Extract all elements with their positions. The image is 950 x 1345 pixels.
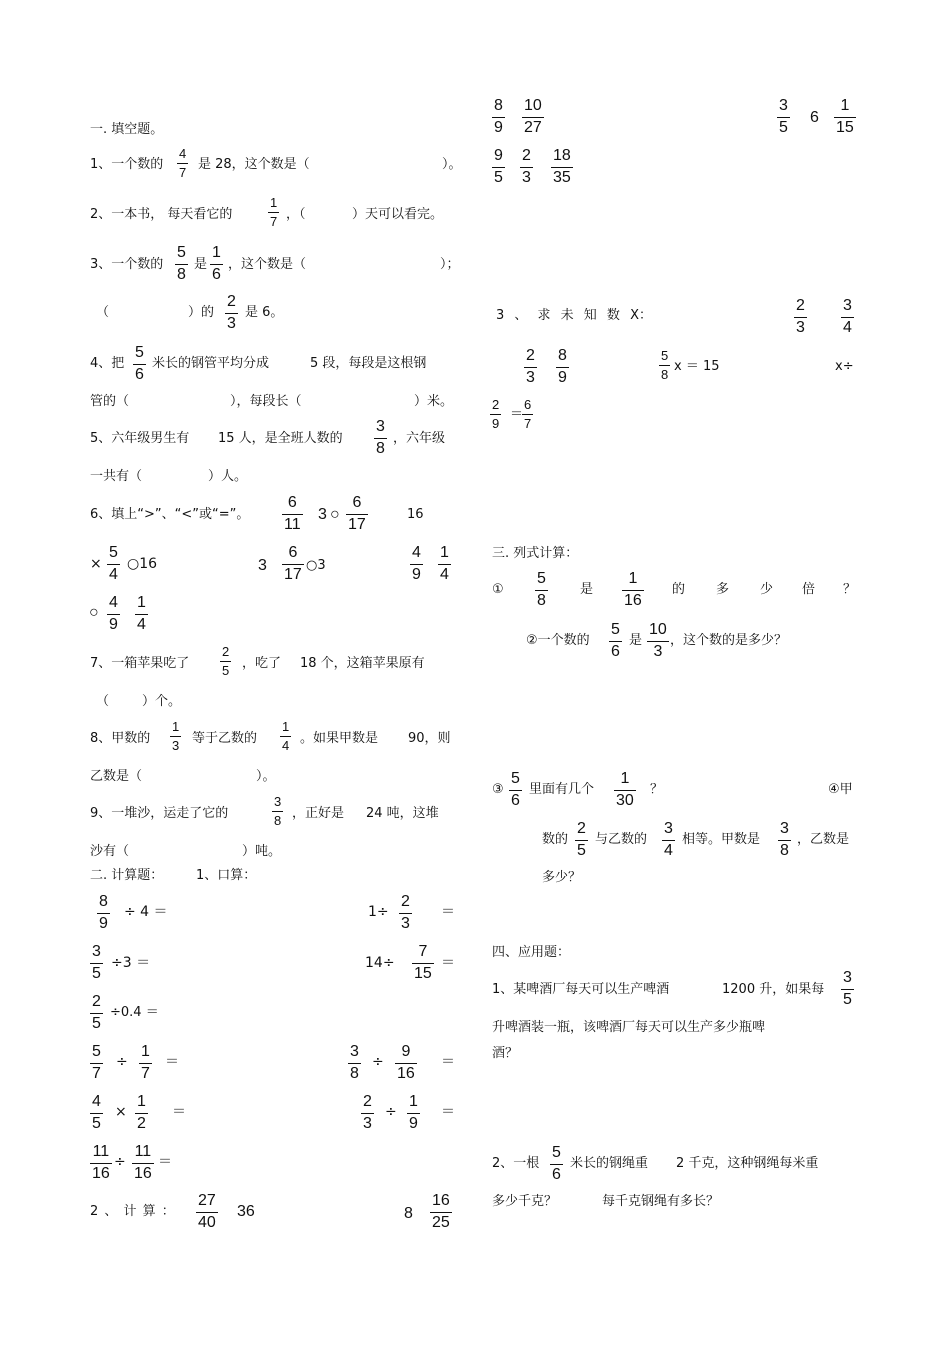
q9-line2-a: 沙有（ — [90, 844, 130, 859]
q8-text-a: 8、甲数的 — [90, 731, 151, 746]
s3-q1-text-d: 多 — [716, 582, 730, 597]
r2-lead: 14÷ — [365, 955, 395, 971]
q4-text-a: 4、把 — [90, 356, 125, 371]
q6-text-a: 6、填上“>”、“<”或“=”。 — [90, 507, 250, 522]
s4-q2-text-b: 米长的钢绳重 — [570, 1156, 649, 1171]
s4-q1-line3: 酒？ — [492, 1046, 519, 1061]
q1-text-b: 是 28，这个数是（ — [198, 157, 310, 172]
q6-number-3b: 3 — [258, 557, 267, 574]
q2-text-c: ）天可以看完。 — [352, 207, 444, 222]
r1-fraction-2: 2 3 — [401, 893, 410, 932]
top-fraction-6: 2 3 — [522, 147, 531, 186]
r1-lead: 1÷ — [368, 904, 389, 920]
r2-fraction-1: 3 5 — [92, 943, 101, 982]
r5-op-2: ÷ — [385, 1104, 397, 1120]
q3-fraction-2: 1 6 — [212, 244, 221, 283]
x-fraction-7: 6 7 — [524, 397, 532, 431]
c1-number-8: 8 — [404, 1205, 413, 1222]
q5-text-c: ，六年级 — [393, 431, 446, 446]
q4-line2-c: ）米。 — [414, 394, 454, 409]
r5-fraction-4: 1 9 — [409, 1093, 418, 1132]
r6-fraction-1: 11 16 — [92, 1143, 110, 1182]
q3-line2-b: ）的 — [188, 305, 215, 320]
solve-x-title: 3 、 求 未 知 数 X： — [496, 308, 652, 323]
top-fraction-4: 1 15 — [836, 97, 854, 136]
q3-fraction-1: 5 8 — [177, 244, 186, 283]
q8-text-e: 90，则 — [408, 731, 451, 746]
x-fraction-2: 3 4 — [843, 297, 852, 336]
q3-fraction-3: 2 3 — [227, 293, 236, 332]
q6-fraction-3: 5 4 — [109, 544, 118, 583]
section-2-sub1: 1、口算： — [196, 868, 257, 883]
q4-text-b: 米长的钢管平均分成 — [152, 356, 270, 371]
r4-fraction-3: 3 8 — [350, 1043, 359, 1082]
s4-q1-line2: 升啤酒装一瓶，该啤酒厂每天可以生产多少瓶啤 — [492, 1020, 766, 1035]
s4-q1-fraction: 3 5 — [843, 969, 852, 1008]
q6-fraction-4: 6 17 — [284, 544, 302, 583]
q8-text-b: 等于乙数的 — [192, 731, 258, 746]
s3-q4-marker: ④甲 — [828, 782, 853, 797]
s3-q4-fraction-1: 2 5 — [577, 820, 586, 859]
q6-fraction-8: 1 4 — [137, 594, 146, 633]
r5-fraction-2: 1 2 — [137, 1093, 146, 1132]
r2-op: ÷3 ＝ — [111, 955, 151, 971]
r4-op-1: ÷ — [116, 1054, 128, 1070]
q1-text-c: ）。 — [442, 157, 462, 172]
s4-q2-text-c: 2 千克，这种钢绳每米重 — [676, 1156, 819, 1171]
r1-equals: ＝ — [441, 904, 455, 920]
q4-line2-a: 管的（ — [90, 394, 130, 409]
q2-fraction: 1 7 — [270, 195, 278, 229]
q8-fraction-1: 1 3 — [172, 719, 180, 753]
x-equals: ＝ — [510, 407, 524, 422]
q6-fraction-1: 6 11 — [284, 494, 301, 533]
q7-fraction: 2 5 — [222, 644, 230, 678]
q4-text-c: 5 段，每段是这根钢 — [310, 356, 427, 371]
r5-equals-1: ＝ — [172, 1104, 186, 1120]
s3-q2-text-a: ②一个数的 — [526, 633, 590, 648]
q1-text-a: 1、一个数的 — [90, 157, 164, 172]
x-divide-lead: x÷ — [835, 359, 854, 374]
top-fraction-1: 8 9 — [494, 97, 503, 136]
s3-q1-text-c: 的 — [672, 582, 686, 597]
q7-text-a: 7、一箱苹果吃了 — [90, 656, 190, 671]
q5-fraction: 3 8 — [376, 418, 385, 457]
q4-line2-b: ），每段长（ — [230, 394, 302, 409]
q6-fraction-5: 4 9 — [412, 544, 421, 583]
s4-q1-text-a: 1、某啤酒厂每天可以生产啤酒 — [492, 982, 670, 997]
s4-q2-fraction: 5 6 — [552, 1144, 561, 1183]
q5-line2-a: 一共有（ — [90, 469, 143, 484]
s3-q3-fraction-1: 5 6 — [511, 770, 520, 809]
top-fraction-5: 9 5 — [494, 147, 503, 186]
s3-q4-text-c: 相等。甲数是 — [682, 832, 761, 847]
x-fraction-5: 5 8 — [661, 348, 669, 382]
q9-text-c: 24 吨，这堆 — [366, 806, 439, 821]
r4-fraction-4: 9 16 — [397, 1043, 415, 1082]
s4-q2-line2-a: 多少千克？ — [492, 1194, 558, 1209]
q8-text-c: 。如果甲数是 — [300, 731, 379, 746]
r2-equals: ＝ — [441, 955, 455, 971]
q9-text-a: 9、一堆沙，运走了它的 — [90, 806, 229, 821]
q3-text-c: ，这个数是（ — [228, 257, 307, 272]
r4-op-2: ÷ — [372, 1054, 384, 1070]
s3-q1-fraction-1: 5 8 — [537, 570, 546, 609]
s3-q3-marker: ③ — [492, 782, 504, 797]
c1-number-36: 36 — [237, 1203, 255, 1220]
q7-line2-b: ）个。 — [142, 694, 182, 709]
r4-fraction-1: 5 7 — [92, 1043, 101, 1082]
q8-line2-a: 乙数是（ — [90, 769, 143, 784]
top-fraction-3: 3 5 — [779, 97, 788, 136]
q6-fraction-6: 1 4 — [440, 544, 449, 583]
q6-fraction-7: 4 9 — [109, 594, 118, 633]
x-fraction-3: 2 3 — [526, 347, 535, 386]
q9-fraction: 3 8 — [274, 794, 282, 828]
s3-q4-fraction-3: 3 8 — [780, 820, 789, 859]
q6-fraction-2: 6 17 — [348, 494, 366, 533]
s3-q2-fraction-2: 10 3 — [649, 621, 667, 660]
x-fraction-4: 8 9 — [558, 347, 567, 386]
s3-q3-text-c: ？ — [650, 782, 664, 797]
s3-q1-text-e: 少 — [760, 582, 774, 597]
r3-op: ÷0.4 ＝ — [110, 1005, 159, 1020]
q2-text-a: 2、一本书， 每天看它的 — [90, 207, 233, 222]
s3-q1-text-b: 是 — [580, 582, 594, 597]
s3-q4-text-b: 与乙数的 — [595, 832, 648, 847]
q8-fraction-2: 1 4 — [282, 719, 290, 753]
q7-line2-a: （ — [96, 694, 110, 709]
r6-equals: ＝ — [158, 1154, 172, 1170]
q6-number-3: 3 — [318, 506, 327, 523]
s3-q2-text-c: ，这个数的是多少？ — [670, 633, 788, 648]
s4-q2-text-a: 2、一根 — [492, 1156, 540, 1171]
x-equation: x ＝ 15 — [674, 359, 720, 374]
r4-fraction-2: 1 7 — [141, 1043, 150, 1082]
q5-text-a: 5、六年级男生有 — [90, 431, 190, 446]
r3-fraction-1: 2 5 — [92, 993, 101, 1032]
q6-compare-circle: ○ — [330, 506, 340, 523]
r6-fraction-2: 11 16 — [134, 1143, 152, 1182]
r4-equals-2: ＝ — [441, 1054, 455, 1070]
r5-op-1: × — [115, 1104, 127, 1120]
q5-line2-b: ）人。 — [208, 469, 248, 484]
q8-line2-b: ）。 — [256, 769, 276, 784]
q3-text-b: 是 — [194, 257, 208, 272]
s3-q4-fraction-2: 3 4 — [664, 820, 673, 859]
q6-times: × — [90, 556, 102, 572]
q3-text-e: ）； — [440, 257, 460, 272]
c1-fraction-2: 16 25 — [432, 1192, 450, 1231]
q9-line2-b: ）吨。 — [242, 844, 282, 859]
r4-equals-1: ＝ — [165, 1054, 179, 1070]
s3-q4-text-d: ，乙数是 — [797, 832, 850, 847]
s3-q1-marker: ① — [492, 582, 504, 597]
top-fraction-7: 18 35 — [553, 147, 571, 186]
s3-q3-text-b: 里面有几个 — [529, 782, 595, 797]
q1-fraction: 4 7 — [179, 146, 187, 180]
r2-fraction-2: 7 15 — [414, 943, 432, 982]
s3-q4-text-a: 数的 — [542, 832, 569, 847]
x-fraction-1: 2 3 — [796, 297, 805, 336]
s3-q1-text-g: 倍 — [802, 582, 816, 597]
top-number-6: 6 — [810, 109, 819, 126]
q4-fraction: 5 6 — [135, 344, 144, 383]
q3-text-a: 3、一个数的 — [90, 257, 164, 272]
c1-fraction-1: 27 40 — [198, 1192, 216, 1231]
s3-q1-text-h: ？ — [843, 582, 857, 597]
r6-op: ÷ — [114, 1154, 126, 1170]
s4-q2-line2-b: 每千克钢绳有多长？ — [602, 1194, 720, 1209]
q6-circle-line3: ○ — [89, 604, 99, 621]
section-1-title: 一. 填空题。 — [90, 122, 164, 137]
q3-line2-a: （ — [96, 305, 110, 320]
s3-q3-fraction-2: 1 30 — [616, 770, 634, 809]
top-fraction-2: 10 27 — [524, 97, 542, 136]
r1-op: ÷ 4 ＝ — [124, 904, 168, 920]
s4-q1-text-b: 1200 升，如果每 — [722, 982, 825, 997]
section-3-title: 三. 列式计算： — [492, 546, 579, 561]
r1-fraction-1: 8 9 — [99, 893, 108, 932]
q6-number-16: 16 — [407, 507, 424, 522]
section-2-title: 二. 计算题： — [90, 868, 164, 883]
x-fraction-6: 2 9 — [492, 397, 500, 431]
r5-equals-2: ＝ — [441, 1104, 455, 1120]
q7-text-b: ，吃了 — [242, 656, 282, 671]
s3-q2-text-b: 是 — [629, 633, 643, 648]
s3-q1-fraction-2: 1 16 — [624, 570, 642, 609]
q7-text-c: 18 个，这箱苹果原有 — [300, 656, 425, 671]
q5-text-b: 15 人，是全班人数的 — [218, 431, 343, 446]
q6-circle-3: ○3 — [306, 558, 326, 573]
q9-text-b: ，正好是 — [292, 806, 345, 821]
q6-circle-16: ○16 — [127, 556, 158, 572]
r5-fraction-3: 2 3 — [363, 1093, 372, 1132]
section-4-title: 四、应用题： — [492, 945, 571, 960]
q2-text-b: ，（ — [286, 207, 306, 222]
r5-fraction-1: 4 5 — [92, 1093, 101, 1132]
s3-q2-fraction-1: 5 6 — [611, 621, 620, 660]
section-2-sub2: 2 、 计 算 ： — [90, 1204, 176, 1219]
q3-line2-c: 是 6。 — [245, 305, 284, 320]
s3-q4-text-e: 多少？ — [542, 870, 582, 885]
